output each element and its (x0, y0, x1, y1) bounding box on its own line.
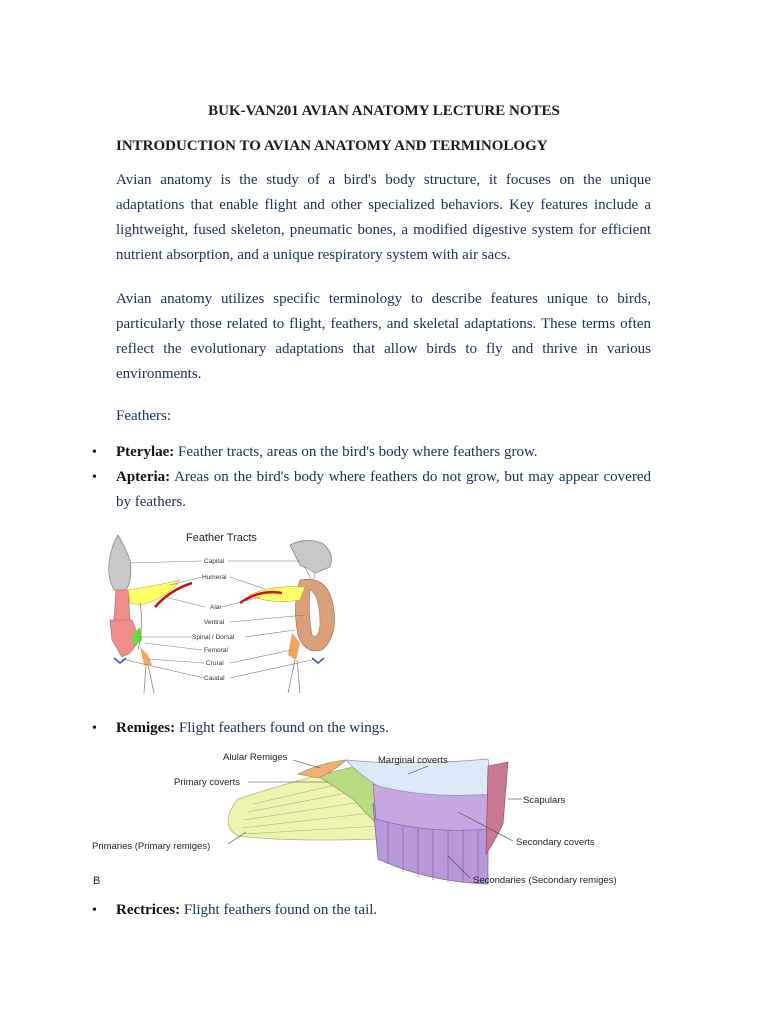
tract-labels (192, 558, 235, 682)
feather-tracts-figure (100, 525, 345, 700)
label-marginal-coverts: Marginal coverts (378, 755, 448, 766)
bullet-text: Feather tracts, areas on the bird's body where feathers grow. (174, 444, 538, 460)
label-primary-coverts: Primary coverts (174, 777, 240, 788)
label-scapulars: Scapulars (523, 795, 566, 806)
label-alular-remiges: Alular Remiges (223, 752, 288, 763)
feathers-label: Feathers: (116, 408, 171, 424)
bullet-text: Flight feathers found on the wings. (175, 720, 389, 736)
wing-feathers-figure (88, 744, 633, 892)
label-secondaries: Secondaries (Secondary remiges) (473, 875, 617, 886)
bullet-text: Flight feathers found on the tail. (180, 902, 378, 918)
bullet-pterylae (116, 440, 651, 465)
bullet-term: Pterylae: (116, 444, 175, 460)
scapulars-region (486, 762, 508, 854)
label-caudal: Caudal (204, 675, 225, 682)
label-primaries: Primaries (Primary remiges) (92, 841, 211, 852)
bullet-text: Areas on the bird's body where feathers do not grow, but may appear covered by feathers. (116, 469, 651, 510)
figure-title: Feather Tracts (186, 532, 257, 544)
bullet-remiges (116, 716, 651, 741)
bullet-rectrices (116, 898, 651, 923)
intro-paragraph: Avian anatomy is the study of a bird's body structure, it focuses on the unique adaptations that enable flight and other specialized behaviors. Key features include a lightweight, fused skeleton, pneumatic bones, a modified digestive system for efficient nutrient absorption, and a unique respiratory system with air sacs. (116, 172, 651, 263)
label-alar: Alar (210, 604, 222, 611)
section-heading: INTRODUCTION TO AVIAN ANATOMY AND TERMINOLOGY (116, 138, 548, 154)
bullet-term: Remiges: (116, 720, 176, 736)
terminology-paragraph: Avian anatomy utilizes specific terminology to describe features unique to birds, particularly those related to flight, feathers, and skeletal adaptations. These terms often reflect the evolutionary adaptations that allow birds to fly and thrive in various environments. (116, 291, 651, 382)
label-femoral: Femoral (204, 647, 228, 654)
bullet-term: Rectrices: (116, 902, 181, 918)
label-secondary-coverts: Secondary coverts (516, 837, 595, 848)
label-humeral: Humeral (202, 574, 227, 581)
panel-letter: B (93, 875, 101, 887)
label-crural: Crural (206, 660, 224, 667)
bullet-term: Apteria: (116, 469, 171, 485)
label-ventral: Ventral (204, 619, 225, 626)
bullet-apteria (116, 465, 651, 515)
label-spinal-dorsal: Spinal / Dorsal (192, 634, 235, 641)
bird-dorsal-illustration (109, 535, 192, 693)
label-capital: Capital (204, 558, 225, 565)
document-title: BUK-VAN201 AVIAN ANATOMY LECTURE NOTES (208, 103, 560, 119)
